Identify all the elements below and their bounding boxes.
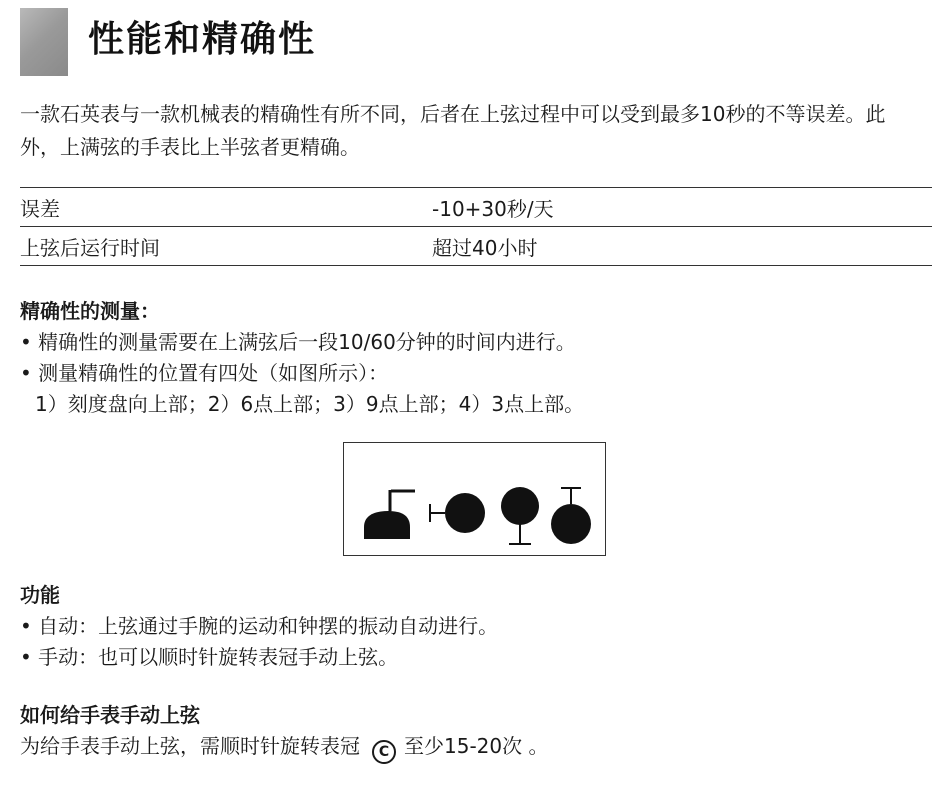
three-up-position-icon xyxy=(551,488,591,544)
table-row xyxy=(20,227,932,266)
table-row xyxy=(20,188,932,227)
spec-table xyxy=(20,187,932,266)
manual-winding-text-after: 至少15-20次 。 xyxy=(404,734,549,758)
manual-winding-heading: 如何给手表手动上弦 xyxy=(20,703,200,727)
spec-label: 误差 xyxy=(20,196,60,221)
function-bullet: • 手动：也可以顺时针旋转表冠手动上弦。 xyxy=(20,645,399,669)
spec-value: -10+30秒/天 xyxy=(432,196,554,221)
positions-figure-svg xyxy=(344,443,607,557)
manual-winding-section xyxy=(20,700,930,764)
page-title: 性能和精确性 xyxy=(88,19,317,60)
nine-up-position-icon xyxy=(430,493,485,533)
crown-icon: C xyxy=(372,740,396,764)
measurement-section xyxy=(20,296,930,420)
function-bullet: • 自动：上弦通过手腕的运动和钟摆的振动自动进行。 xyxy=(20,614,499,638)
positions-figure xyxy=(343,442,606,556)
dial-up-position-icon xyxy=(364,490,415,539)
manual-winding-text-before: 为给手表手动上弦，需顺时针旋转表冠 xyxy=(20,734,360,758)
spec-label: 上弦后运行时间 xyxy=(20,235,160,260)
measurement-bullet: • 测量精确性的位置有四处（如图所示）： xyxy=(20,361,389,385)
measurement-heading: 精确性的测量： xyxy=(20,299,160,323)
measurement-positions: 1）刻度盘向上部；2）6点上部；3）9点上部；4）3点上部。 xyxy=(35,392,585,416)
intro-paragraph: 一款石英表与一款机械表的精确性有所不同，后者在上弦过程中可以受到最多10秒的不等误差。此外，上满弦的手表比上半弦者更精确。 xyxy=(20,102,886,159)
six-up-position-icon xyxy=(501,487,539,544)
manual-winding-text xyxy=(20,731,930,764)
function-heading: 功能 xyxy=(20,583,60,607)
measurement-bullet: • 精确性的测量需要在上满弦后一段10/60分钟的时间内进行。 xyxy=(20,330,576,354)
function-section xyxy=(20,580,930,673)
title-gray-block xyxy=(20,8,68,76)
spec-value: 超过40小时 xyxy=(432,235,538,260)
